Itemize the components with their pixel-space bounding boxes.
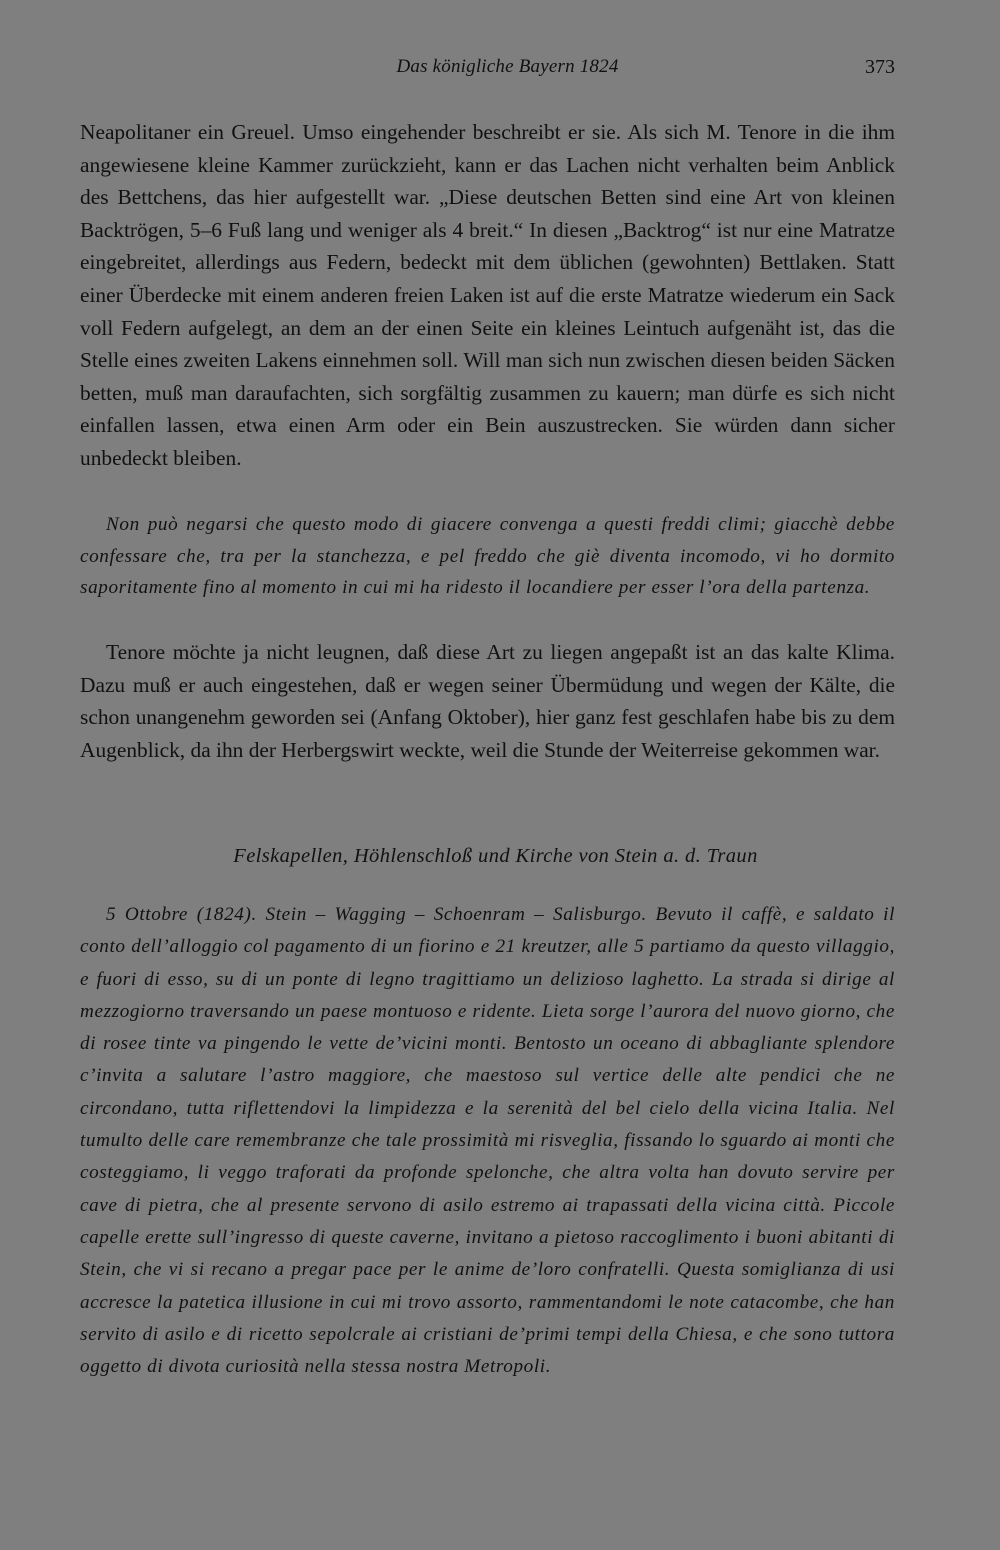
body-text-block [80, 116, 895, 475]
italian-diary-paragraph: 5 Ottobre (1824). Stein – Wagging – Schoenram – Salisburgo. Bevuto il caffè, e saldato il conto dell’alloggio col pagamento di un fiorino e 21 kreutzer, alle 5 partiamo da questo villaggio, e fuori di esso, su di un ponte di legno tragittiamo un delizioso laghetto. La strada si dirige al mezzogiorno traversando un paese montuoso e ridente. Lieta sorge l’aurora del nuovo giorno, che di rosee tinte va pingendo le vette de’vicini monti. Bentosto un oceano di abbagliante splendore c’invita a salutare l’astro maggiore, che maestoso sul vertice delle alte pendici che ne circondano, tutta riflettendovi la limpidezza e la serenità del bel cielo della vicina Italia. Nel tumulto delle care remembranze che tale prossimità mi risveglia, fissando lo sguardo ai monti che costeggiamo, li veggo traforati da profonde spelonche, che altra volta han dovuto servire per cave di pietra, che al presente servono di asilo estremo ai trapassati della vicina città. Piccole capelle erette sull’ingresso di queste caverne, invitano a pietoso raccoglimento i buoni abitanti di Stein, che vi si recano a pregar pace per le anime de’loro confratelli. Questa somiglianza di usi accresce la patetica illusione in cui mi trovo assorto, rammentandomi le note catacombe, che han servito di asilo e di ricetto sepolcrale ai cristiani de’primi tempi della Chiesa, e che sono tuttora oggetto di divota curiosità nella stessa nostra Metropoli. [80, 904, 895, 1378]
body-text-block [80, 636, 895, 766]
quote-block [80, 509, 895, 604]
page-number: 373 [865, 56, 895, 78]
running-title: Das königliche Bayern 1824 [396, 56, 619, 77]
quote-block [80, 899, 895, 1383]
italian-quote-paragraph: Non può negarsi che questo modo di giacere convenga a questi freddi climi; giacchè debbe confessare che, tra per la stanchezza, e pel freddo che giè diventa incomodo, vi ho dormito saporitamente fino al momento in cui mi ha ridesto il locandiere per esser l’ora della partenza. [80, 514, 895, 598]
body-paragraph: Neapolitaner ein Greuel. Umso eingehender beschreibt er sie. Als sich M. Tenore in die ihm angewiesene kleine Kammer zurückzieht, kann er das Lachen nicht verhalten beim Anblick des Bettchens, das hier aufgestellt war. „Diese deutschen Betten sind eine Art von kleinen Backtrögen, 5–6 Fuß lang und weniger als 4 breit.“ In diesen „Backtrog“ ist nur eine Matratze eingebreitet, allerdings aus Federn, bedeckt mit dem üblichen (gewohnten) Bettlaken. Statt einer Überdecke mit einem anderen freien Laken ist auf die erste Matratze wiederum ein Sack voll Federn aufgelegt, an dem an der einen Seite ein kleines Leintuch aufgenäht ist, das die Stelle eines zweiten Lakens einnehmen soll. Will man sich nun zwischen diesen beiden Säcken betten, muß man daraufachten, sich sorgfältig zusammen zu kauern; man dürfe es sich nicht einfallen lassen, etwa einen Arm oder ein Bein auszustrecken. Sie würden dann sicher unbedeckt bleiben. [80, 120, 895, 470]
section-heading: Felskapellen, Höhlenschloß und Kirche von Stein a. d. Traun [233, 845, 758, 867]
running-head [80, 56, 895, 86]
body-paragraph: Tenore möchte ja nicht leugnen, daß diese Art zu liegen angepaßt ist an das kalte Klima. Dazu muß er auch eingestehen, daß er wegen seiner Übermüdung und wegen der Kälte, die schon unangenehm geworden sei (Anfang Oktober), hier ganz fest geschlafen habe bis zu dem Augenblick, da ihn der Herbergswirt weckte, weil die Stunde der Weiterreise gekommen war. [80, 640, 895, 762]
